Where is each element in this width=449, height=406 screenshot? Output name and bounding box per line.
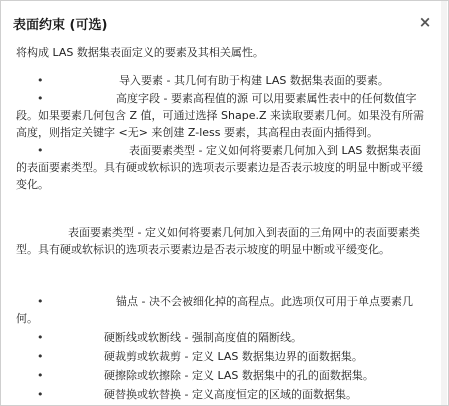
bullet-icon: • bbox=[37, 92, 44, 105]
bullet-icon: • bbox=[37, 350, 44, 363]
list-item-text: 硬替换或软替换 - 定义高度恒定的区域的面数据集。 bbox=[104, 388, 357, 401]
surface-type-paragraph bbox=[16, 224, 426, 258]
bullet-icon: • bbox=[37, 144, 44, 157]
list-item bbox=[16, 367, 426, 384]
list-item bbox=[16, 90, 426, 141]
list-item-text: 硬擦除或软擦除 - 定义 LAS 数据集中的孔的面数据集。 bbox=[104, 369, 374, 382]
bullet-icon: • bbox=[37, 74, 44, 87]
list-item bbox=[16, 72, 426, 89]
list-item-text: 硬断线或软断线 - 强制高度值的隔断线。 bbox=[104, 331, 302, 344]
intro-text: 将构成 LAS 数据集表面定义的要素及其相关属性。 bbox=[16, 46, 264, 59]
list-item-text: 硬裁剪或软裁剪 - 定义 LAS 数据集边界的面数据集。 bbox=[104, 350, 363, 363]
list-item bbox=[16, 293, 426, 327]
list-item-text: 锚点 - 决不会被细化掉的高程点。此选项仅可用于单点要素几何。 bbox=[16, 295, 413, 325]
panel-title: 表面约束 (可选) bbox=[13, 18, 108, 33]
bullet-icon: • bbox=[37, 388, 44, 401]
parameter-list bbox=[16, 72, 426, 193]
list-item bbox=[16, 329, 426, 346]
list-item-text: 高度字段 - 要素高程值的源 可以用要素属性表中的任何数值字段。如果要素几何包含 Z 值，可通过选择 Shape.Z 来读取要素几何。如果没有所需高度，则指定关键字 <无> 来创建 Z-less 要素，其高程由表面内插得到。 bbox=[16, 92, 424, 139]
list-item-text: 导入要素 - 其几何有助于构建 LAS 数据集表面的要素。 bbox=[119, 74, 389, 87]
surface-type-list bbox=[16, 293, 426, 403]
list-item bbox=[16, 348, 426, 365]
list-item-text: 表面要素类型 - 定义如何将要素几何加入到 LAS 数据集表面的表面要素类型。具有硬或软标识的选项表示要素边是否表示坡度的明显中断或平缓变化。 bbox=[16, 144, 423, 191]
close-icon[interactable]: × bbox=[418, 13, 432, 31]
bullet-icon: • bbox=[37, 331, 44, 344]
paragraph-text: 表面要素类型 - 定义如何将要素几何加入到表面的三角网中的表面要素类型。具有硬或软标识的选项表示要素边是否表示坡度的明显中断或平缓变化。 bbox=[16, 226, 420, 256]
scrollbar[interactable] bbox=[441, 1, 447, 405]
bullet-icon: • bbox=[37, 295, 44, 308]
bullet-icon: • bbox=[37, 369, 44, 382]
list-item bbox=[16, 142, 426, 193]
list-item bbox=[16, 386, 426, 403]
